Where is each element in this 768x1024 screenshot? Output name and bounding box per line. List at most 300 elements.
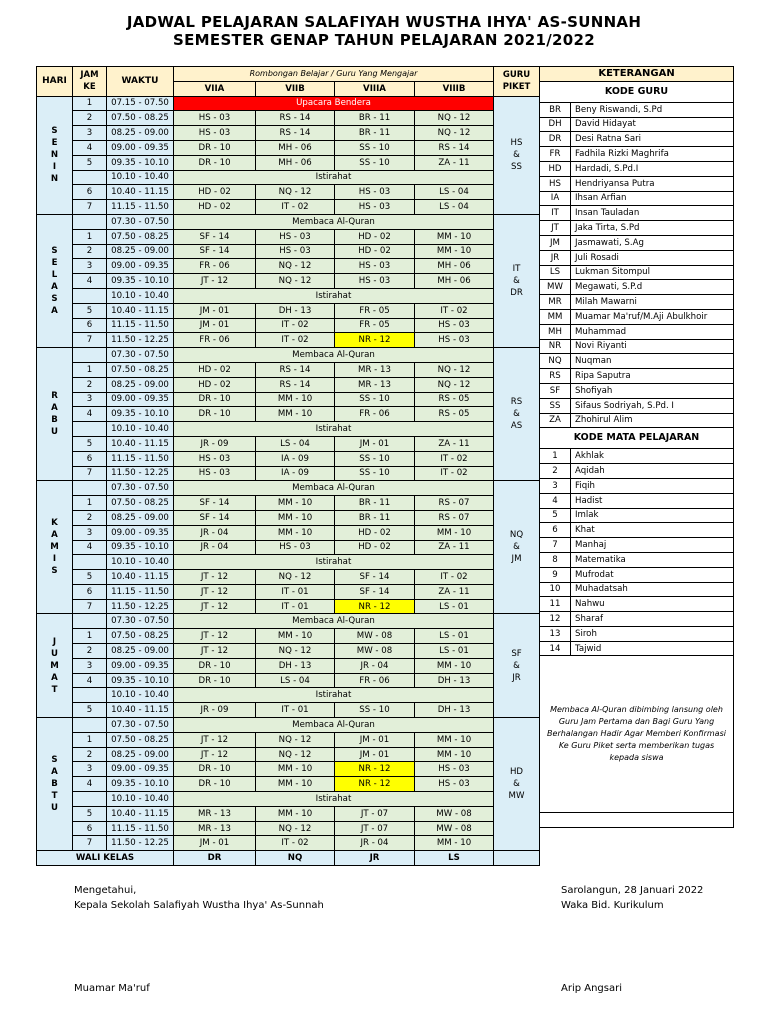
day-rabu [37,348,73,481]
class-cell: MM - 10 [415,732,494,747]
guru-piket-rabu [494,348,540,481]
class-cell: HD - 02 [335,244,415,259]
class-cell: ZA - 11 [415,155,494,170]
waktu: 07.50 - 08.25 [107,496,174,511]
jam-ke: 4 [73,540,107,555]
day-letter: A [51,530,58,541]
class-cell: IT - 02 [256,200,335,215]
class-cell: NQ - 12 [415,362,494,377]
class-cell: IA - 09 [256,466,335,481]
teacher-name: Jasmawati, S.Ag [571,235,734,250]
subject-number: 8 [540,552,571,567]
class-cell: DR - 10 [174,762,256,777]
jam-ke [73,555,107,570]
day-letter: S [51,755,58,766]
jam-ke: 2 [73,111,107,126]
class-cell: JR - 04 [335,836,415,851]
teacher-code: DH [540,117,571,132]
jam-ke [73,718,107,733]
activity-span: Membaca Al-Quran [174,214,494,229]
keterangan-row [540,81,734,102]
schedule-row [37,481,540,496]
waktu: 07.30 - 07.50 [107,348,174,363]
teacher-row [540,280,734,295]
teacher-code: JT [540,221,571,236]
day-letter: E [51,138,58,149]
class-cell: HS - 03 [174,451,256,466]
class-cell: FR - 05 [335,318,415,333]
day-letter: R [51,391,58,402]
class-cell: SS - 10 [335,140,415,155]
subject-number: 6 [540,523,571,538]
day-letter: A [51,672,58,683]
class-cell: IA - 09 [256,451,335,466]
jam-ke: 1 [73,629,107,644]
schedule-row [37,510,540,525]
subject-number: 10 [540,582,571,597]
waktu: 11.50 - 12.25 [107,599,174,614]
schedule-row [37,333,540,348]
jam-ke: 3 [73,658,107,673]
jam-ke: 1 [73,732,107,747]
class-cell: NQ - 12 [256,732,335,747]
teacher-row [540,265,734,280]
class-cell: JM - 01 [335,732,415,747]
class-cell: MR - 13 [335,362,415,377]
subject-name: Muhadatsah [571,582,734,597]
waktu: 10.10 - 10.40 [107,422,174,437]
class-cell: HD - 02 [174,200,256,215]
schedule-row [37,777,540,792]
schedule-row [37,555,540,570]
jam-ke: 4 [73,777,107,792]
activity-span: Upacara Bendera [174,96,494,111]
waktu: 11.15 - 11.50 [107,451,174,466]
class-cell: LS - 04 [256,436,335,451]
piket-code: JM [511,554,522,565]
class-cell: IT - 01 [256,703,335,718]
class-cell: RS - 05 [415,392,494,407]
teacher-name: Ripa Saputra [571,369,734,384]
class-cell: DR - 10 [174,140,256,155]
teacher-row [540,309,734,324]
class-cell: MM - 10 [256,629,335,644]
footer-kepala-name: Muamar Ma'ruf [74,983,150,994]
piket-code: MW [508,791,525,802]
waktu: 09.00 - 09.35 [107,658,174,673]
waktu: 11.50 - 12.25 [107,466,174,481]
waktu: 09.00 - 09.35 [107,762,174,777]
jam-ke: 4 [73,407,107,422]
jam-ke: 1 [73,229,107,244]
wali-kelas-row [37,851,540,866]
piket-code: & [513,779,520,790]
class-cell: IT - 02 [415,570,494,585]
class-cell: NR - 12 [335,762,415,777]
jam-ke: 6 [73,185,107,200]
activity-span: Membaca Al-Quran [174,481,494,496]
teacher-code: FR [540,147,571,162]
wali-kelas-value: DR [174,851,256,866]
class-cell: ZA - 11 [415,540,494,555]
class-cell: HD - 02 [174,362,256,377]
subject-number: 12 [540,612,571,627]
class-cell: DR - 10 [174,155,256,170]
day-letter: M [50,660,59,671]
class-cell: IT - 02 [415,466,494,481]
activity-span: Membaca Al-Quran [174,718,494,733]
class-cell: NQ - 12 [256,274,335,289]
class-cell: BR - 11 [335,510,415,525]
waktu: 10.10 - 10.40 [107,792,174,807]
activity-span: Istirahat [174,288,494,303]
schedule-row [37,718,540,733]
class-cell: SF - 14 [174,229,256,244]
waktu: 07.30 - 07.50 [107,214,174,229]
waktu: 10.40 - 11.15 [107,703,174,718]
class-cell: IT - 01 [256,599,335,614]
jam-ke: 2 [73,510,107,525]
wali-kelas-value: NQ [256,851,335,866]
class-cell: MH - 06 [256,155,335,170]
class-cell: LS - 01 [415,644,494,659]
jam-ke [73,422,107,437]
schedule-row [37,407,540,422]
keterangan-row [540,656,734,813]
class-cell: RS - 07 [415,496,494,511]
class-cell: LS - 04 [256,673,335,688]
class-cell: NR - 12 [335,777,415,792]
class-cell: MR - 13 [174,821,256,836]
subject-number: 11 [540,597,571,612]
class-cell: HS - 03 [174,126,256,141]
subject-number: 3 [540,478,571,493]
class-cell: SS - 10 [335,155,415,170]
schedule-row [37,244,540,259]
class-cell: DR - 10 [174,777,256,792]
class-cell: MM - 10 [256,806,335,821]
day-kamis [37,481,73,614]
jam-ke: 5 [73,570,107,585]
teacher-name: Muamar Ma'ruf/M.Aji Abulkhoir [571,309,734,324]
piket-code: SF [511,648,522,659]
schedule-row [37,658,540,673]
wali-kelas-blank [494,851,540,866]
subject-row [540,626,734,641]
schedule-row [37,673,540,688]
class-cell: HD - 02 [174,185,256,200]
schedule-row [37,836,540,851]
class-cell: IT - 02 [256,836,335,851]
subject-number: 5 [540,508,571,523]
keterangan-row [540,813,734,828]
footer-waka-title: Waka Bid. Kurikulum [561,900,664,911]
waktu: 09.00 - 09.35 [107,259,174,274]
schedule-row [37,214,540,229]
waktu: 07.50 - 08.25 [107,111,174,126]
activity-span: Istirahat [174,688,494,703]
teacher-name: Hardadi, S.Pd.I [571,161,734,176]
subject-row [540,538,734,553]
class-cell: FR - 06 [335,673,415,688]
day-jumat [37,614,73,718]
schedule-row [37,821,540,836]
teacher-name: Insan Tauladan [571,206,734,221]
class-cell: HS - 03 [174,466,256,481]
subject-name: Fiqih [571,478,734,493]
class-cell: FR - 05 [335,303,415,318]
jam-ke: 5 [73,155,107,170]
keterangan-note: Membaca Al-Quran dibimbing lansung oleh Guru Jam Pertama dan Bagi Guru Yang Berhalangan Hadir Agar Memberi Konfirmasi Ke Guru Piket serta memberikan tugas kepada siswa [540,656,734,813]
subject-name: Manhaj [571,538,734,553]
day-letter: U [51,648,58,659]
class-cell: MM - 10 [256,777,335,792]
day-letter: E [51,258,58,269]
teacher-name: Ihsan Arfian [571,191,734,206]
class-cell: HD - 02 [335,525,415,540]
teacher-name: Nuqman [571,354,734,369]
keterangan-bottom [540,813,734,828]
class-cell: MM - 10 [415,244,494,259]
jam-ke: 1 [73,96,107,111]
teacher-row [540,369,734,384]
class-cell: DH - 13 [256,303,335,318]
teacher-row [540,413,734,428]
class-cell: DR - 10 [174,673,256,688]
class-cell: DH - 13 [256,658,335,673]
day-letter: S [51,566,58,577]
waktu: 09.35 - 10.10 [107,407,174,422]
schedule-row [37,792,540,807]
class-cell: IT - 02 [415,303,494,318]
jam-ke [73,214,107,229]
class-cell: JT - 12 [174,644,256,659]
schedule-row [37,688,540,703]
subject-name: Hadist [571,493,734,508]
schedule-row [37,570,540,585]
schedule-row [37,614,540,629]
schedule-row [37,732,540,747]
teacher-code: HD [540,161,571,176]
jam-ke: 7 [73,599,107,614]
class-cell: HD - 02 [174,377,256,392]
header-class-viiib: VIIIB [415,81,494,96]
subject-name: Tajwid [571,641,734,656]
schedule-row [37,599,540,614]
teacher-code: DR [540,132,571,147]
guru-piket-selasa [494,214,540,347]
wali-kelas-label: WALI KELAS [37,851,174,866]
class-cell: MW - 08 [335,644,415,659]
class-cell: HS - 03 [256,229,335,244]
waktu: 07.30 - 07.50 [107,481,174,496]
header-keterangan: KETERANGAN [540,67,734,82]
jam-ke: 4 [73,673,107,688]
waktu: 07.15 - 07.50 [107,96,174,111]
teacher-row [540,235,734,250]
teacher-code: NQ [540,354,571,369]
schedule-row [37,303,540,318]
teacher-name: Novi Riyanti [571,339,734,354]
title-line-2: SEMESTER GENAP TAHUN PELAJARAN 2021/2022 [173,31,595,49]
day-senin [37,96,73,214]
activity-span: Membaca Al-Quran [174,614,494,629]
class-cell: BR - 11 [335,496,415,511]
subject-row [540,523,734,538]
teacher-code: JR [540,250,571,265]
wali-kelas-value: LS [415,851,494,866]
subject-row [540,508,734,523]
class-cell: FR - 06 [335,407,415,422]
header-waktu: WAKTU [107,67,174,97]
waktu: 10.40 - 11.15 [107,303,174,318]
guru-piket-senin [494,96,540,214]
class-cell: NQ - 12 [415,111,494,126]
schedule-table [36,66,540,866]
waktu: 07.50 - 08.25 [107,229,174,244]
schedule-row [37,466,540,481]
day-letter: B [51,779,58,790]
class-cell: JR - 09 [174,703,256,718]
class-cell: HD - 02 [335,540,415,555]
kode-mapel-title: KODE MATA PELAJARAN [540,428,734,449]
jam-ke: 6 [73,318,107,333]
schedule-row [37,155,540,170]
teacher-row [540,324,734,339]
class-cell: FR - 06 [174,333,256,348]
class-cell: MH - 06 [415,259,494,274]
schedule-row [37,422,540,437]
waktu: 07.50 - 08.25 [107,362,174,377]
subject-number: 13 [540,626,571,641]
schedule-row [37,644,540,659]
subject-number: 4 [540,493,571,508]
schedule-row [37,318,540,333]
class-cell: JT - 12 [174,747,256,762]
schedule-row [37,525,540,540]
schedule-row [37,629,540,644]
guru-piket-jumat [494,614,540,718]
piket-code: HD [509,767,524,778]
class-cell: MM - 10 [256,392,335,407]
piket-code: JR [512,672,521,683]
subject-name: Sharaf [571,612,734,627]
piket-code: & [513,542,520,553]
class-cell: NQ - 12 [415,377,494,392]
class-cell: JM - 01 [335,747,415,762]
subject-row [540,612,734,627]
jam-ke: 6 [73,584,107,599]
waktu: 09.35 - 10.10 [107,673,174,688]
schedule-row [37,703,540,718]
day-letter: T [51,684,58,695]
class-cell: DR - 10 [174,407,256,422]
title-line-1: JADWAL PELAJARAN SALAFIYAH WUSTHA IHYA' AS-SUNNAH [126,13,642,31]
class-cell: BR - 11 [335,111,415,126]
jam-ke [73,288,107,303]
waktu: 10.10 - 10.40 [107,688,174,703]
teacher-name: Fadhila Rizki Maghrifa [571,147,734,162]
jam-ke: 1 [73,362,107,377]
class-cell: NR - 12 [335,333,415,348]
activity-span: Istirahat [174,170,494,185]
class-cell: MM - 10 [256,525,335,540]
jam-ke: 5 [73,806,107,821]
jam-ke [73,348,107,363]
piket-code: SS [511,162,522,173]
subject-row [540,493,734,508]
teacher-code: SF [540,383,571,398]
jam-ke: 1 [73,496,107,511]
teacher-name: Jaka Tirta, S.Pd [571,221,734,236]
subject-row [540,464,734,479]
teacher-row [540,221,734,236]
waktu: 08.25 - 09.00 [107,377,174,392]
day-letter: N [50,174,59,185]
day-letter: U [51,427,58,438]
teacher-row [540,176,734,191]
class-cell: JM - 01 [335,436,415,451]
class-cell: SF - 14 [335,584,415,599]
class-cell: FR - 06 [174,259,256,274]
schedule-row [37,584,540,599]
guru-piket-kamis [494,481,540,614]
day-letter: A [51,306,58,317]
waktu: 09.00 - 09.35 [107,392,174,407]
teacher-code: NR [540,339,571,354]
teacher-name: Megawati, S.P.d [571,280,734,295]
schedule-row [37,348,540,363]
class-cell: HS - 03 [335,185,415,200]
waktu: 10.10 - 10.40 [107,170,174,185]
jam-ke [73,792,107,807]
class-cell: MR - 13 [335,377,415,392]
schedule-row [37,362,540,377]
class-cell: MM - 10 [415,525,494,540]
schedule-row [37,806,540,821]
class-cell: SS - 10 [335,392,415,407]
waktu: 10.40 - 11.15 [107,185,174,200]
waktu: 10.40 - 11.15 [107,570,174,585]
teacher-code: RS [540,369,571,384]
class-cell: NR - 12 [335,599,415,614]
teacher-code: HS [540,176,571,191]
schedule-row [37,377,540,392]
day-selasa [37,214,73,347]
schedule-row [37,170,540,185]
class-cell: SF - 14 [335,570,415,585]
jam-ke: 7 [73,200,107,215]
class-cell: LS - 01 [415,599,494,614]
day-letter: J [52,636,57,647]
class-cell: NQ - 12 [256,644,335,659]
day-letter: S [51,126,58,137]
subject-number: 9 [540,567,571,582]
subject-row [540,449,734,464]
teacher-name: Muhammad [571,324,734,339]
class-cell: MM - 10 [415,747,494,762]
jam-ke: 2 [73,644,107,659]
class-cell: HS - 03 [335,200,415,215]
class-cell: ZA - 11 [415,584,494,599]
class-cell: DH - 13 [415,673,494,688]
activity-span: Istirahat [174,555,494,570]
header-class-viib: VIIB [256,81,335,96]
schedule-row [37,200,540,215]
waktu: 11.50 - 12.25 [107,333,174,348]
waktu: 09.00 - 09.35 [107,525,174,540]
teacher-name: Milah Mawarni [571,295,734,310]
